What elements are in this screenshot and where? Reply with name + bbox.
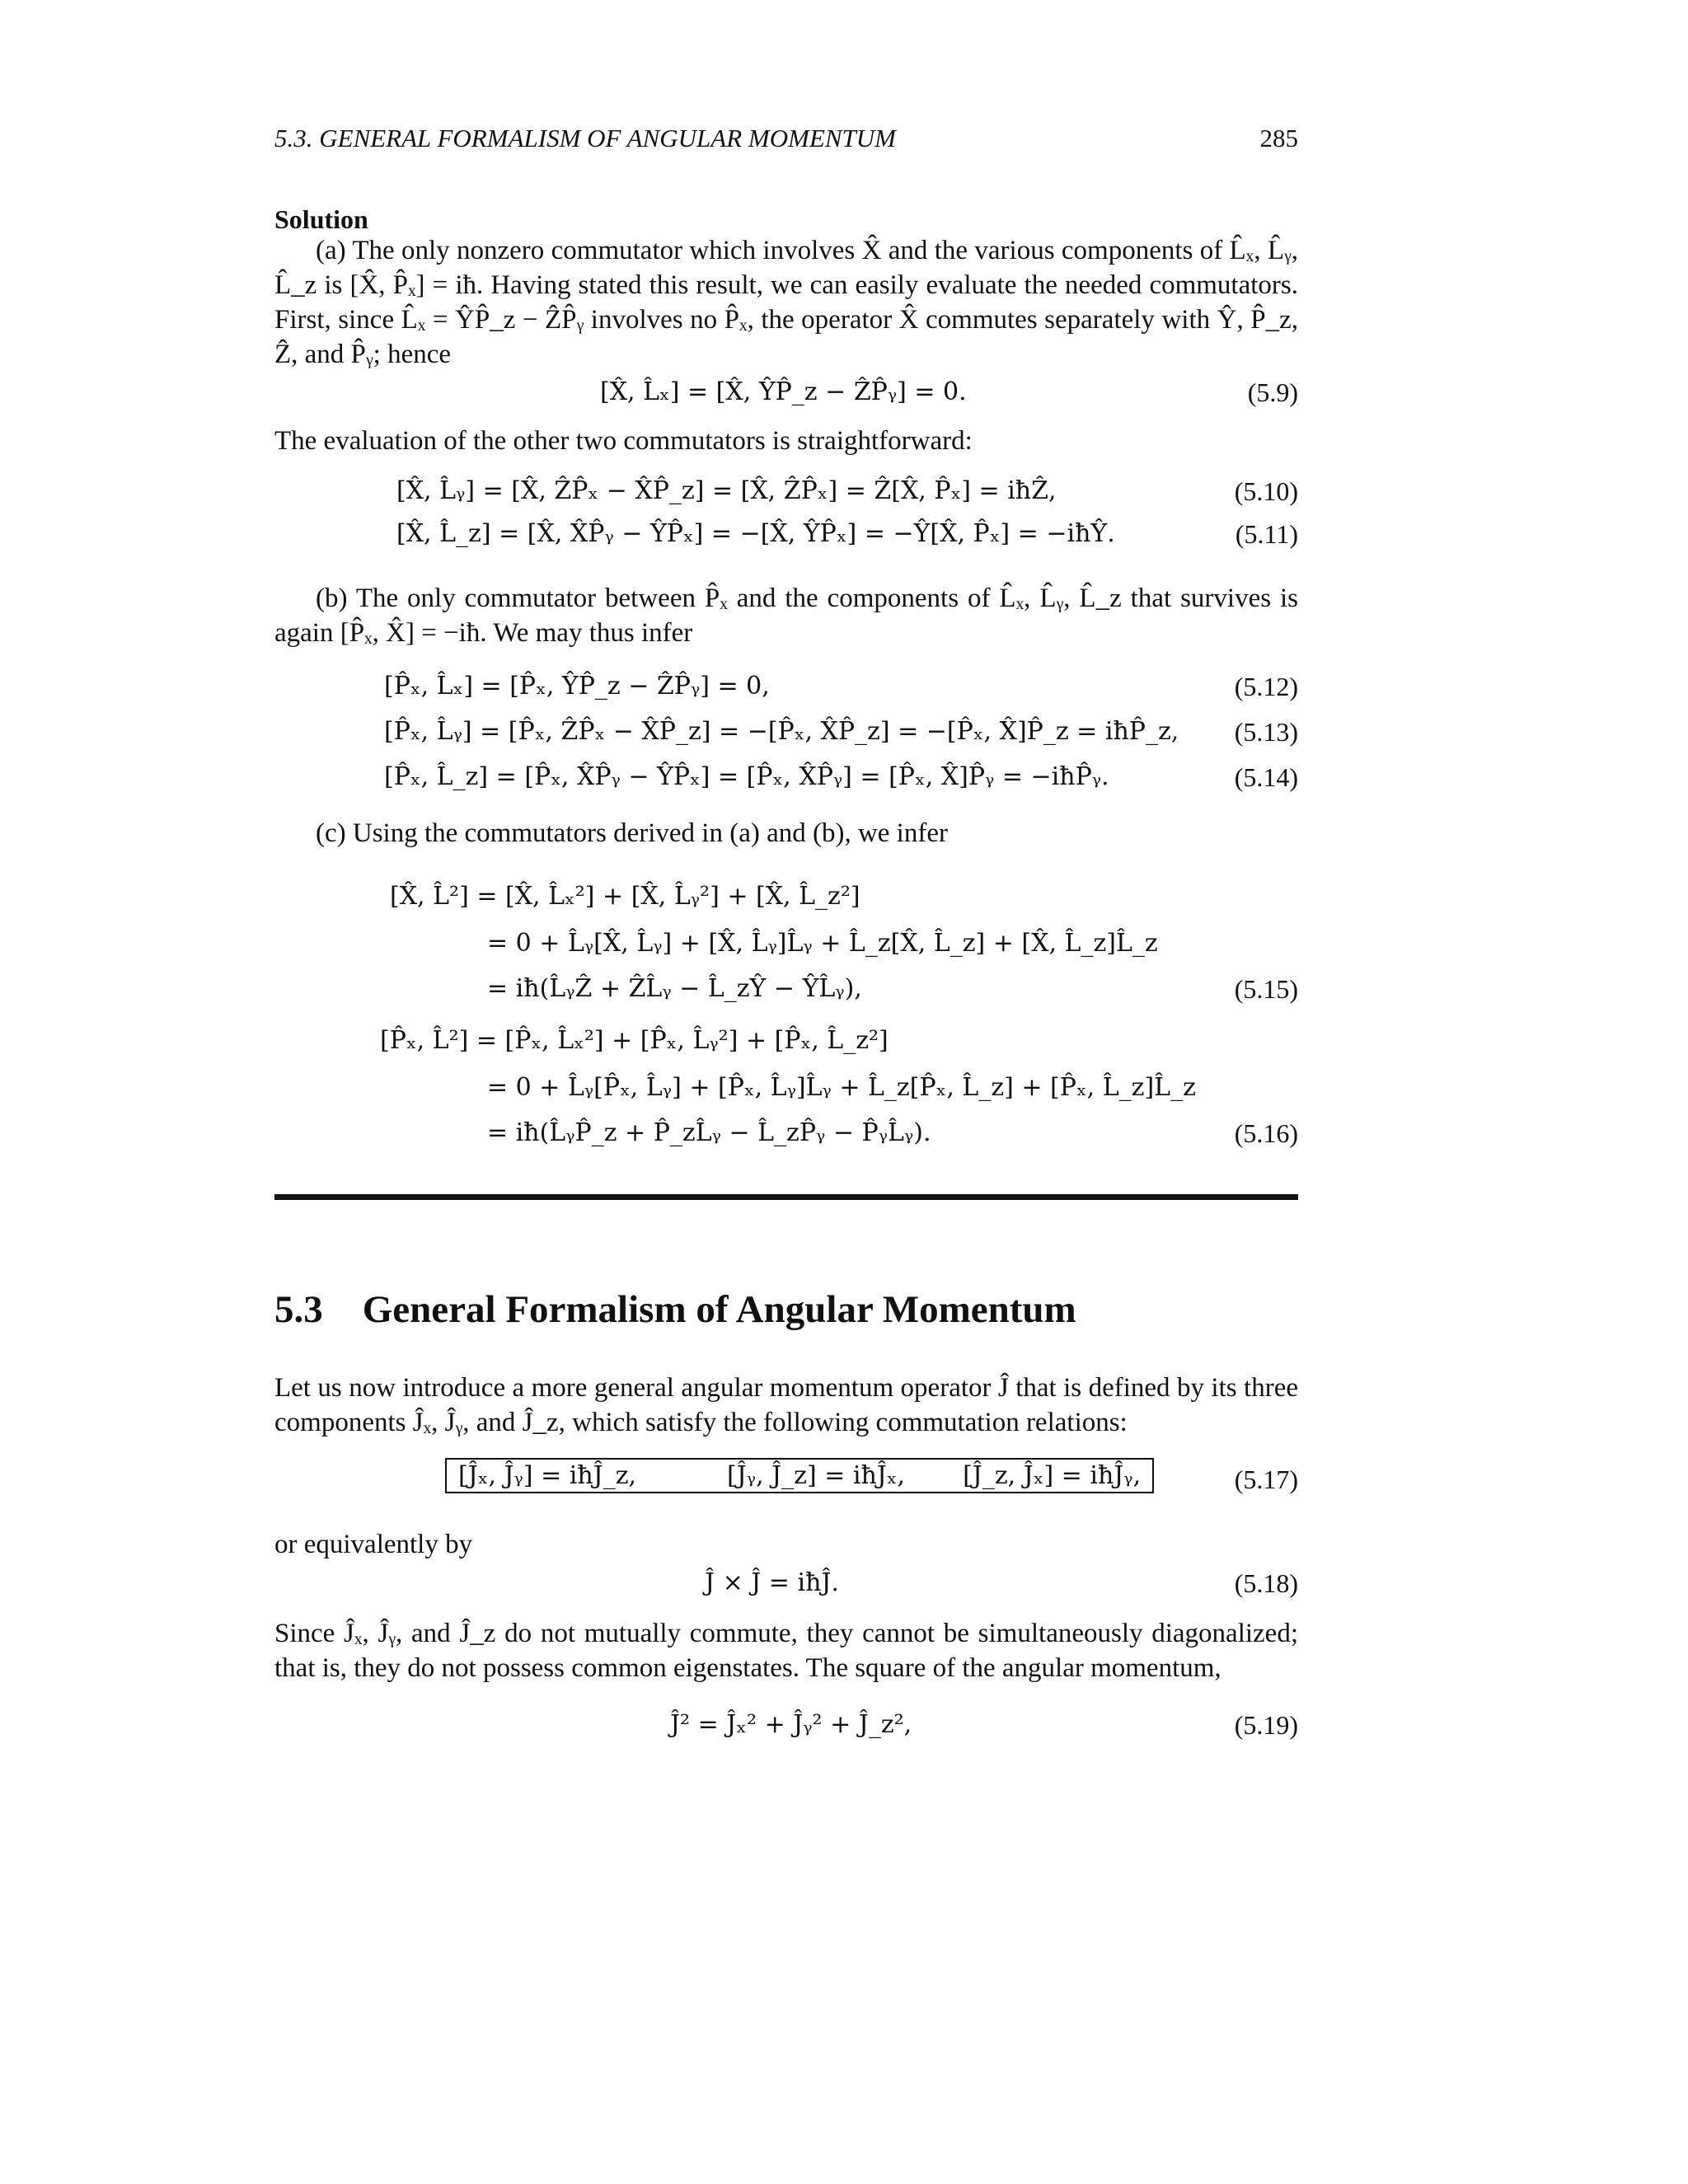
equation-5-12-number: (5.12) [1234,672,1298,701]
part-b-text: (b) The only commutator between P̂ₓ and the components of L̂ₓ, L̂ᵧ, L̂_z that survives is again [P̂ₓ, X̂] = −iħ. We may thus infer [274,583,1298,648]
equation-5-13 [274,717,1298,753]
equation-5-11-body: [X̂, L̂_z] = [X̂, X̂P̂ᵧ − ŶP̂ₓ] = −[X̂, ŶP̂ₓ] = −Ŷ[X̂, P̂ₓ] = −iħŶ. [396,519,1115,548]
equation-5-16-line-3-body: = iħ(L̂ᵧP̂_z + P̂_zL̂ᵧ − L̂_zP̂ᵧ − P̂ᵧL̂ᵧ). [487,1118,931,1147]
equation-5-12 [274,672,1298,708]
since-paragraph [274,1616,1298,1685]
equation-5-16-line-1 [274,1026,1298,1062]
equation-5-13-number: (5.13) [1234,717,1298,747]
equation-5-10-number: (5.10) [1234,476,1298,506]
equation-5-9-number: (5.9) [1247,377,1298,407]
section-heading [274,1287,1076,1332]
equation-5-15-line-1 [274,882,1298,918]
equation-5-15-line-1-body: [X̂, L̂²] = [X̂, L̂ₓ²] + [X̂, L̂ᵧ²] + [X̂, L̂_z²] [390,882,860,911]
equation-5-14-number: (5.14) [1234,762,1298,792]
after-5-9-text: The evaluation of the other two commutators is straightforward: [274,426,973,456]
equation-5-18-body: Ĵ × Ĵ = iħĴ. [705,1568,839,1597]
running-head-title: 5.3. GENERAL FORMALISM OF ANGULAR MOMENTUM [274,124,897,152]
equation-5-15-line-3 [274,974,1298,1010]
equation-5-15-line-2 [274,929,1298,965]
equation-5-17-part-c: [Ĵ_z, Ĵₓ] = iħĴᵧ, [963,1461,1142,1490]
or-equivalently-paragraph [274,1527,1298,1562]
equation-5-13-body: [P̂ₓ, L̂ᵧ] = [P̂ₓ, ẐP̂ₓ − X̂P̂_z] = −[P̂ₓ, X̂P̂_z] = −[P̂ₓ, X̂]P̂_z = iħP̂_z, [384,717,1179,746]
equation-5-19-body: Ĵ² = Ĵₓ² + Ĵᵧ² + Ĵ_z², [670,1710,912,1739]
equation-5-17 [274,1461,1298,1501]
equation-5-14 [274,762,1298,799]
equation-5-16-line-2-body: = 0 + L̂ᵧ[P̂ₓ, L̂ᵧ] + [P̂ₓ, L̂ᵧ]L̂ᵧ + L̂_z[P̂ₓ, L̂_z] + [P̂ₓ, L̂_z]L̂_z [487,1073,1196,1102]
since-text: Since Ĵₓ, Ĵᵧ, and Ĵ_z do not mutually commute, they cannot be simultaneously diagonalized; that is, they do not possess common eigenstates. The square of the angular momentum, [274,1619,1298,1683]
equation-5-16-number: (5.16) [1234,1118,1298,1148]
equation-5-9-body: [X̂, L̂ₓ] = [X̂, ŶP̂_z − ẐP̂ᵧ] = 0. [600,377,967,406]
section-divider-rule [274,1194,1298,1200]
equation-5-18 [274,1568,1298,1605]
equation-5-17-number: (5.17) [1234,1465,1298,1494]
or-equivalently-text: or equivalently by [274,1530,473,1559]
equation-5-10-body: [X̂, L̂ᵧ] = [X̂, ẐP̂ₓ − X̂P̂_z] = [X̂, ẐP̂ₓ] = Ẑ[X̂, P̂ₓ] = iħẐ, [396,476,1057,505]
equation-5-11 [274,519,1298,555]
section-title: General Formalism of Angular Momentum [362,1288,1076,1331]
part-a-text: (a) The only nonzero commutator which involves X̂ and the various components of L̂ₓ, L̂ᵧ, L̂_z is [X̂, P̂ₓ] = iħ. Having stated this result, we can easily evaluate the needed commutators. First, since L̂ₓ = ŶP̂_z − ẐP̂ᵧ involves no P̂ₓ, the operator X̂ commutes separately with Ŷ, P̂_z, Ẑ, and P̂ᵧ; hence [274,236,1298,369]
equation-5-12-body: [P̂ₓ, L̂ₓ] = [P̂ₓ, ŶP̂_z − ẐP̂ᵧ] = 0, [384,672,770,701]
equation-5-18-number: (5.18) [1234,1568,1298,1598]
equation-5-17-part-a: [Ĵₓ, Ĵᵧ] = iħĴ_z, [458,1461,637,1490]
equation-5-11-number: (5.11) [1235,519,1298,549]
equation-5-19 [274,1710,1298,1746]
equation-5-15-number: (5.15) [1234,974,1298,1004]
equation-5-16-line-3 [274,1118,1298,1155]
equation-5-17-part-b: [Ĵᵧ, Ĵ_z] = iħĴₓ, [727,1461,906,1490]
equation-5-10 [274,476,1298,513]
equation-5-19-number: (5.19) [1234,1710,1298,1740]
after-5-9-paragraph [274,424,1298,458]
equation-5-17-box [445,1458,1154,1493]
equation-5-15-line-2-body: = 0 + L̂ᵧ[X̂, L̂ᵧ] + [X̂, L̂ᵧ]L̂ᵧ + L̂_z[X̂, L̂_z] + [X̂, L̂_z]L̂_z [487,929,1158,958]
page-number: 285 [1259,124,1298,152]
equation-5-15-line-3-body: = iħ(L̂ᵧẐ + ẐL̂ᵧ − L̂_zŶ − ŶL̂ᵧ), [487,974,862,1003]
solution-heading: Solution [274,204,368,234]
section-intro-text: Let us now introduce a more general angular momentum operator Ĵ that is defined by its three components Ĵₓ, Ĵᵧ, and Ĵ_z, which satisfy the following commutation relations: [274,1373,1298,1437]
part-b-paragraph [274,581,1298,650]
section-intro-paragraph [274,1371,1298,1440]
part-c-text: (c) Using the commutators derived in (a) and (b), we infer [316,818,948,848]
equation-5-16-line-1-body: [P̂ₓ, L̂²] = [P̂ₓ, L̂ₓ²] + [P̂ₓ, L̂ᵧ²] + [P̂ₓ, L̂_z²] [380,1026,889,1055]
part-a-paragraph [274,233,1298,372]
part-c-paragraph [274,816,1298,851]
equation-5-16-line-2 [274,1073,1298,1109]
running-head [274,124,1298,153]
section-number: 5.3 [274,1288,323,1331]
equation-5-9 [274,377,1298,414]
equation-5-14-body: [P̂ₓ, L̂_z] = [P̂ₓ, X̂P̂ᵧ − ŶP̂ₓ] = [P̂ₓ, X̂P̂ᵧ] = [P̂ₓ, X̂]P̂ᵧ = −iħP̂ᵧ. [384,762,1109,791]
